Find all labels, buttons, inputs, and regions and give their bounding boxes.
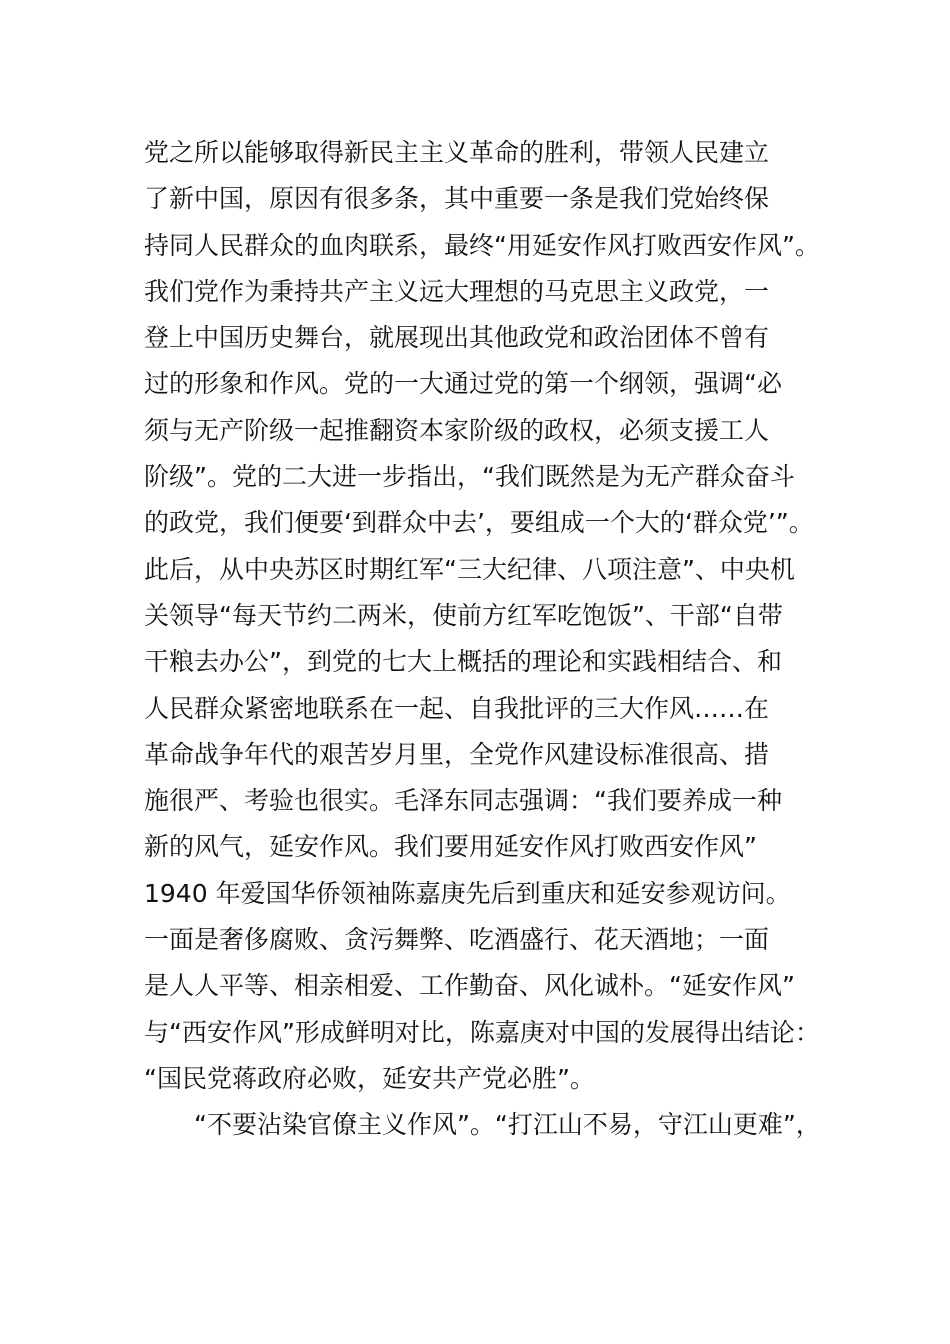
text-line: 施很严、考验也很实。毛泽东同志强调：“我们要养成一种	[144, 786, 782, 816]
text-line: 过的形象和作风。党的一大通过党的第一个纲领，强调“必	[144, 369, 782, 399]
document-body	[144, 130, 844, 1149]
text-line: 党之所以能够取得新民主主义革命的胜利，带领人民建立	[144, 138, 770, 167]
text-line: 我们党作为秉持共产主义远大理想的马克思主义政党，一	[144, 276, 770, 306]
text-line: 持同人民群众的血肉联系，最终“用延安作风打败西安作风”。	[144, 230, 820, 260]
text-line: 与“西安作风”形成鲜明对比，陈嘉庚对中国的发展得出结论：	[144, 1017, 820, 1047]
paragraph-start-line: “不要沾染官僚主义作风”。“打江山不易，守江山更难”，	[194, 1110, 821, 1140]
text-line: 的政党，我们便要‘到群众中去’，要组成一个大的‘群众党’”。	[144, 508, 814, 538]
text-line: “国民党蒋政府必败，延安共产党必胜”。	[144, 1063, 595, 1093]
text-line: 一面是奢侈腐败、贪污舞弊、吃酒盛行、花天酒地；一面	[144, 925, 770, 955]
text-line: 是人人平等、相亲相爱、工作勤奋、风化诚朴。“延安作风”	[144, 971, 795, 1001]
text-line: 人民群众紧密地联系在一起、自我批评的三大作风……在	[144, 693, 770, 723]
text-line: 须与无产阶级一起推翻资本家阶级的政权，必须支援工人	[144, 415, 770, 445]
text-line: 登上中国历史舞台，就展现出其他政党和政治团体不曾有	[144, 323, 770, 353]
text-line: 革命战争年代的艰苦岁月里，全党作风建设标准很高、措	[144, 739, 770, 769]
text-line: 干粮去办公”，到党的七大上概括的理论和实践相结合、和	[144, 647, 782, 677]
text-line: 了新中国，原因有很多条，其中重要一条是我们党始终保	[144, 184, 770, 214]
text-line: 1940 年爱国华侨领袖陈嘉庚先后到重庆和延安参观访问。	[144, 878, 791, 908]
text-line: 阶级”。党的二大进一步指出，“我们既然是为无产群众奋斗	[144, 462, 795, 492]
text-line: 关领导“每天节约二两米，使前方红军吃饱饭”、干部“自带	[144, 600, 783, 630]
text-line: 此后，从中央苏区时期红军“三大纪律、八项注意”、中央机	[144, 554, 795, 584]
text-line: 新的风气，延安作风。我们要用延安作风打败西安作风”	[144, 832, 757, 862]
